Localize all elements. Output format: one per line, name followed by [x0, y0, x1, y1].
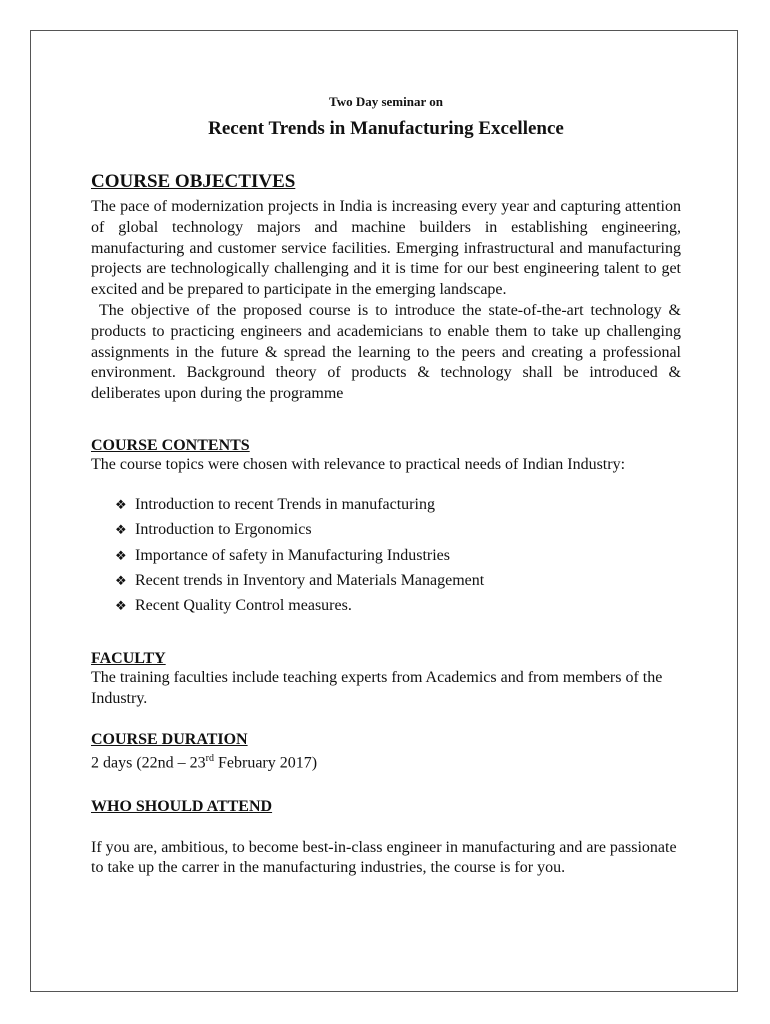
- diamond-bullet-icon: ❖: [115, 548, 127, 564]
- contents-intro: The course topics were chosen with relevance to practical needs of Indian Industry:: [91, 455, 626, 473]
- objectives-paragraph-1: The pace of modernization projects in India is increasing every year and capturing attention of global technology majors and machine builders in establishing engineering, manufacturing and customer service facilities. Emerging infrastructural and manufacturing projects are technologically challenging and it is time for our best engineering talent to get excited and be prepared to participate in the emerging landscape.: [91, 198, 681, 299]
- list-item: [115, 594, 681, 619]
- document-content: [91, 93, 681, 879]
- faculty-text: The training faculties include teaching experts from Academics and from members of the Industry.: [91, 668, 663, 707]
- list-item-text: Introduction to recent Trends in manufacturing: [135, 495, 435, 513]
- duration-heading: COURSE DURATION: [91, 731, 248, 749]
- seminar-kicker: Two Day seminar on: [329, 94, 443, 109]
- objectives-heading: COURSE OBJECTIVES: [91, 171, 296, 192]
- attend-heading: WHO SHOULD ATTEND: [91, 797, 273, 815]
- objectives-paragraph-2: The objective of the proposed course is to introduce the state-of-the-art technology & products to practicing engineers and academicians to enable them to take up challenging assignments in the future & spread the learning to the peers and creating a professional environment. Background theory of products & technology shall be introduced & deliberates upon during the programme: [91, 301, 681, 403]
- list-item-text: Recent Quality Control measures.: [135, 597, 352, 615]
- contents-list: [115, 493, 681, 620]
- list-item: [115, 518, 681, 543]
- list-item-text: Recent trends in Inventory and Materials Management: [135, 571, 485, 589]
- contents-heading: COURSE CONTENTS: [91, 436, 250, 454]
- seminar-title: Recent Trends in Manufacturing Excellence: [208, 118, 564, 139]
- duration-superscript: rd: [205, 753, 214, 765]
- duration-text-end: February 2017): [214, 754, 318, 772]
- diamond-bullet-icon: ❖: [115, 573, 127, 589]
- attend-text: If you are, ambitious, to become best-in-class engineer in manufacturing and are passionate to take up the carrer in the manufacturing industries, the course is for you.: [91, 838, 677, 877]
- list-item: [115, 493, 681, 518]
- diamond-bullet-icon: ❖: [115, 523, 127, 539]
- diamond-bullet-icon: ❖: [115, 599, 127, 615]
- duration-text-start: 2 days (22nd – 23: [91, 754, 206, 772]
- list-item: [115, 544, 681, 569]
- document-page: [30, 30, 738, 992]
- list-item-text: Importance of safety in Manufacturing Industries: [135, 546, 451, 564]
- list-item-text: Introduction to Ergonomics: [135, 521, 312, 539]
- duration-text: [91, 749, 681, 774]
- faculty-heading: FACULTY: [91, 649, 166, 667]
- diamond-bullet-icon: ❖: [115, 497, 127, 513]
- list-item: [115, 569, 681, 594]
